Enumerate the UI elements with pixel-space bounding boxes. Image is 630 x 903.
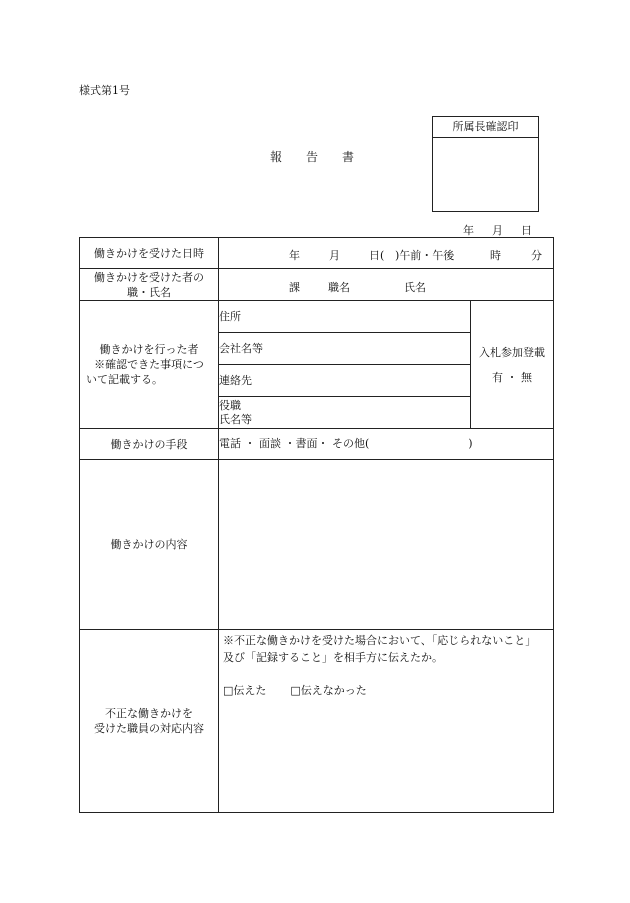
title-char-1: 報 xyxy=(270,150,283,164)
report-form-table xyxy=(79,237,554,813)
recipient-value-field[interactable] xyxy=(219,269,554,301)
content-label: 働きかけの内容 xyxy=(80,460,219,630)
response-label-line1: 不正な働きかけを xyxy=(105,707,193,720)
response-note-line2: 及び「記録すること」を相手方に伝えたか。 xyxy=(223,651,443,664)
actor-title-label-line2: 氏名等 xyxy=(219,412,252,426)
date-month-label: 月 xyxy=(492,224,503,237)
date-day-label: 日 xyxy=(521,224,532,237)
response-field[interactable] xyxy=(219,630,554,813)
response-label xyxy=(80,630,219,813)
datetime-value-field[interactable] xyxy=(219,238,554,269)
stamp-label: 所属長確認印 xyxy=(433,117,538,138)
recipient-label xyxy=(80,269,219,301)
recipient-label-line2: 職・氏名 xyxy=(127,285,171,299)
document-title xyxy=(270,148,354,165)
title-char-3: 書 xyxy=(342,150,355,164)
datetime-hour: 時 xyxy=(490,249,501,262)
response-checkboxes xyxy=(223,682,549,699)
response-label-line2: 受けた職員の対応内容 xyxy=(94,722,204,735)
recipient-label-line1: 働きかけを受けた者の xyxy=(94,270,204,284)
row-response xyxy=(80,630,554,813)
actor-address-field[interactable] xyxy=(219,301,471,333)
checkbox-told[interactable]: □伝えた xyxy=(223,684,267,697)
datetime-day: 日( xyxy=(369,249,385,262)
recipient-name: 氏名 xyxy=(404,281,426,294)
datetime-label: 働きかけを受けた日時 xyxy=(80,238,219,269)
actor-address-label: 住所 xyxy=(219,309,241,323)
report-date xyxy=(463,222,532,238)
content-field[interactable] xyxy=(219,460,554,630)
datetime-minute: 分 xyxy=(531,249,542,262)
date-year-label: 年 xyxy=(463,224,474,237)
actor-contact-field[interactable] xyxy=(219,365,471,397)
method-label: 働きかけの手段 xyxy=(80,429,219,460)
actor-title-field[interactable] xyxy=(219,397,471,429)
actor-title-label-line1: 役職 xyxy=(219,398,241,412)
title-char-2: 告 xyxy=(306,150,319,164)
registration-label: 入札参加登載 xyxy=(479,345,545,359)
form-number: 様式第1号 xyxy=(79,84,130,97)
actor-company-label: 会社名等 xyxy=(219,341,263,355)
registration-cell xyxy=(471,301,554,429)
checkbox-not-told[interactable]: □伝えなかった xyxy=(290,684,367,697)
actor-label-line2: ※確認できた事項につ xyxy=(94,358,204,371)
actor-label-line1: 働きかけを行った者 xyxy=(99,343,199,356)
actor-company-field[interactable] xyxy=(219,333,471,365)
recipient-section: 課 xyxy=(289,281,300,294)
datetime-year: 年 xyxy=(289,249,300,262)
row-content xyxy=(80,460,554,630)
row-method xyxy=(80,429,554,460)
row-recipient xyxy=(80,269,554,301)
supervisor-stamp-box xyxy=(432,116,539,212)
actor-label xyxy=(80,301,219,429)
response-note-line1: ※不正な働きかけを受けた場合において、「応じられないこと」 xyxy=(223,634,537,647)
recipient-position: 職名 xyxy=(328,281,350,294)
datetime-ampm: )午前・午後 xyxy=(395,249,455,262)
method-options[interactable]: 電話 ・ 面談 ・書面・ その他( ) xyxy=(219,429,554,460)
actor-label-line3: いて記載する。 xyxy=(86,373,163,386)
datetime-month: 月 xyxy=(329,249,340,262)
row-actor-address xyxy=(80,301,554,333)
registration-options[interactable]: 有 ・ 無 xyxy=(492,370,532,384)
row-datetime xyxy=(80,238,554,269)
actor-contact-label: 連絡先 xyxy=(219,373,252,387)
